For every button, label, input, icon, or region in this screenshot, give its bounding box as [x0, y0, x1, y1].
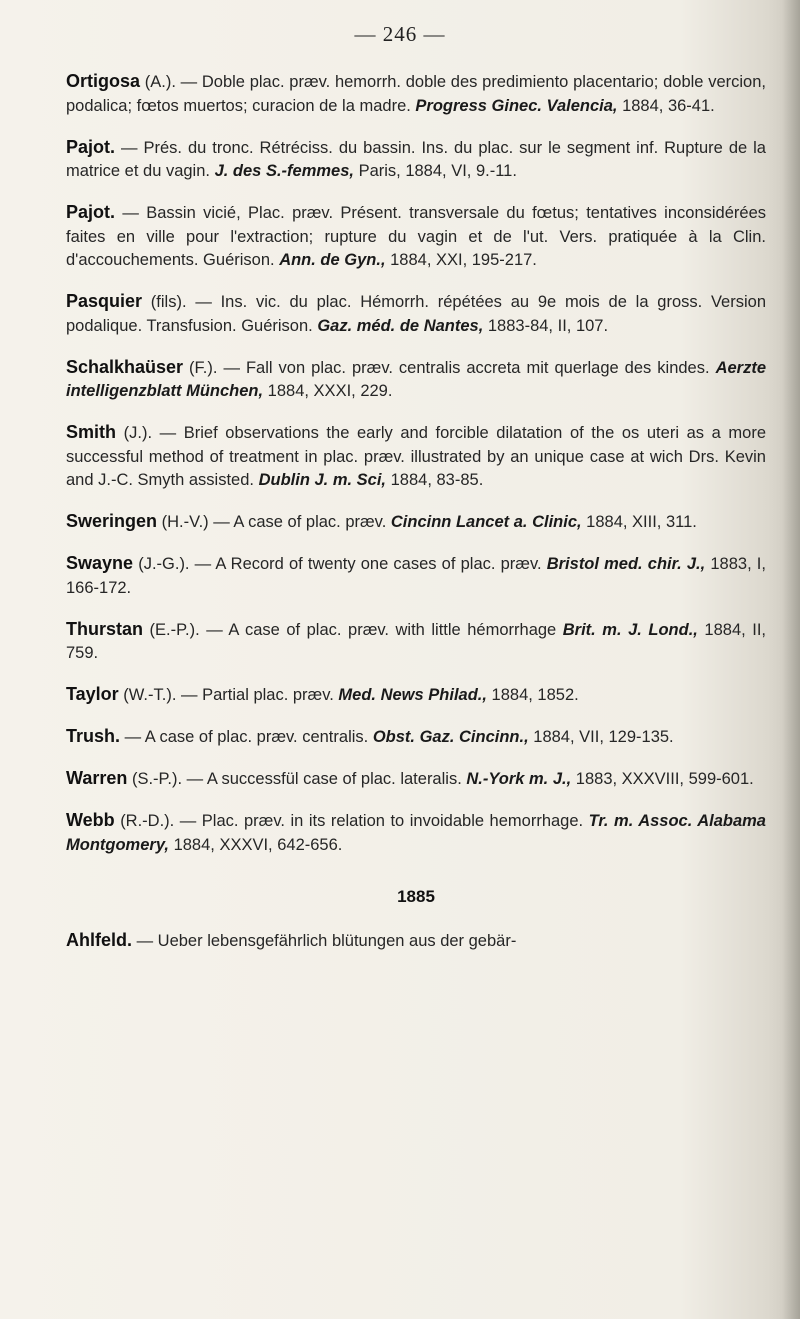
entry-text: (R.-D.). — Plac. præv. in its relation to invoidable hemorrhage. — [114, 812, 589, 830]
entry-text: (W.-T.). — Partial plac. præv. — [118, 686, 339, 704]
bibliography-list — [66, 70, 766, 971]
entry-source: Aerzte intelligenzblatt München, — [66, 358, 766, 400]
entry-author: Webb — [66, 810, 115, 830]
entry-source: Tr. m. Assoc. Alabama Montgomery, — [66, 812, 766, 854]
entry-source: Gaz. méd. de Nantes, — [317, 316, 484, 335]
entry-citation: 1884, 1852. — [486, 686, 579, 704]
entry-author: Pajot. — [66, 202, 116, 222]
entry-citation: Paris, 1884, VI, 9.-11. — [353, 162, 517, 180]
entry-citation: 1884, XXI, 195-217. — [385, 251, 537, 269]
page-edge-shadow — [782, 0, 800, 1319]
entry-text: — A case of plac. præv. centralis. — [120, 728, 373, 746]
entry-text: (J.). — Brief observations the early and forcible dilatation of the os uteri as a more successful method of treatment in plac. præv. illustrated by an unique case at wich Drs. Kevin and J.-C. Smyth assisted. — [66, 424, 766, 489]
entry-author: Smith — [66, 422, 117, 442]
entry-text: (J.-G.). — A Record of twenty one cases of plac. præv. — [133, 555, 547, 573]
entry-author: Pajot. — [66, 136, 116, 157]
entry-citation: 1884, II, 759. — [66, 620, 766, 662]
entry-author: Warren — [66, 768, 128, 788]
entry-citation: 1883, XXXVIII, 599-601. — [571, 770, 754, 788]
entry-source: Brit. m. J. Lond., — [562, 620, 698, 639]
entry-citation: 1884, 83-85. — [386, 471, 484, 489]
entry-text: — Ueber lebensgefährlich blütungen aus der gebär- — [132, 932, 517, 950]
page-number-header: — 246 — — [354, 22, 446, 46]
bibliography-entry — [66, 290, 766, 338]
entry-text: (A.). — Doble plac. præv. hemorrh. doble des predimiento placentario; doble vercion, podalica; fœtos muertos; curacion de la madre. — [66, 73, 766, 115]
entry-citation: 1884, XXXI, 229. — [263, 382, 393, 400]
entry-author: Ortigosa — [66, 71, 141, 91]
entry-source: Obst. Gaz. Cincinn., — [372, 728, 529, 746]
entry-author: Sweringen — [66, 511, 158, 531]
bibliography-entry — [66, 809, 766, 857]
entry-citation: 1883, I, 166-172. — [66, 555, 766, 597]
bibliography-entry — [66, 510, 766, 535]
bibliography-entry — [66, 767, 766, 792]
entry-author: Swayne — [66, 553, 134, 573]
bibliography-entry — [66, 136, 766, 184]
entry-author: Taylor — [66, 684, 119, 704]
entry-author: Schalkhaüser — [66, 356, 184, 377]
bibliography-entry — [66, 929, 766, 954]
bibliography-entry — [66, 201, 766, 273]
entry-text: (fils). — Ins. vic. du plac. Hémorrh. répétées au 9e mois de la gross. Version podalique. Transfusion. Guérison. — [66, 293, 766, 335]
entry-source: Ann. de Gyn., — [279, 251, 386, 269]
entry-source: N.-York m. J., — [466, 770, 572, 788]
entry-text: — Bassin vicié, Plac. præv. Présent. transversale du fœtus; tentatives inconsidérées faites en ville pour l'extraction; rupture du vagin et de l'ut. Vers. pratiquée à la Clin. d'accouchements. Guérison. — [66, 204, 766, 269]
entry-text: (H.-V.) — A case of plac. præv. — [157, 513, 391, 531]
year-heading: 1885 — [397, 887, 435, 906]
entry-source: Med. News Philad., — [338, 686, 487, 704]
entry-text: — Prés. du tronc. Rétréciss. du bassin. Ins. du plac. sur le segment inf. Rupture de la matrice et du vagin. — [66, 138, 766, 180]
entry-citation: 1884, 36-41. — [617, 96, 715, 115]
entry-source: Progress Ginec. Valencia, — [415, 96, 618, 115]
bibliography-entry — [66, 356, 766, 404]
entry-source: J. des S.-femmes, — [214, 162, 354, 180]
bibliography-entry — [66, 618, 766, 666]
entry-author: Ahlfeld. — [66, 930, 132, 950]
entry-author: Trush. — [66, 726, 121, 746]
entry-text: (S.-P.). — A successfül case of plac. lateralis. — [127, 770, 467, 788]
bibliography-entry — [66, 552, 766, 600]
entry-author: Thurstan — [66, 618, 144, 639]
entry-source: Dublin J. m. Sci, — [258, 471, 387, 489]
entry-source: Cincinn Lancet a. Clinic, — [390, 513, 582, 531]
entry-author: Pasquier — [66, 291, 143, 311]
entry-text: (F.). — Fall von plac. præv. centralis accreta mit querlage des kindes. — [183, 358, 716, 377]
entry-citation: 1884, VII, 129-135. — [528, 728, 674, 746]
bibliography-entry — [66, 725, 766, 750]
entry-citation: 1884, XXXVI, 642-656. — [168, 835, 343, 854]
entry-citation: 1884, XIII, 311. — [581, 513, 697, 531]
entry-text: (E.-P.). — A case of plac. præv. with little hémorrhage — [143, 620, 563, 639]
entry-citation: 1883-84, II, 107. — [483, 316, 609, 335]
bibliography-entry — [66, 421, 766, 493]
entry-source: Bristol med. chir. J., — [546, 555, 706, 573]
bibliography-entry — [66, 70, 766, 118]
bibliography-entry — [66, 683, 766, 708]
